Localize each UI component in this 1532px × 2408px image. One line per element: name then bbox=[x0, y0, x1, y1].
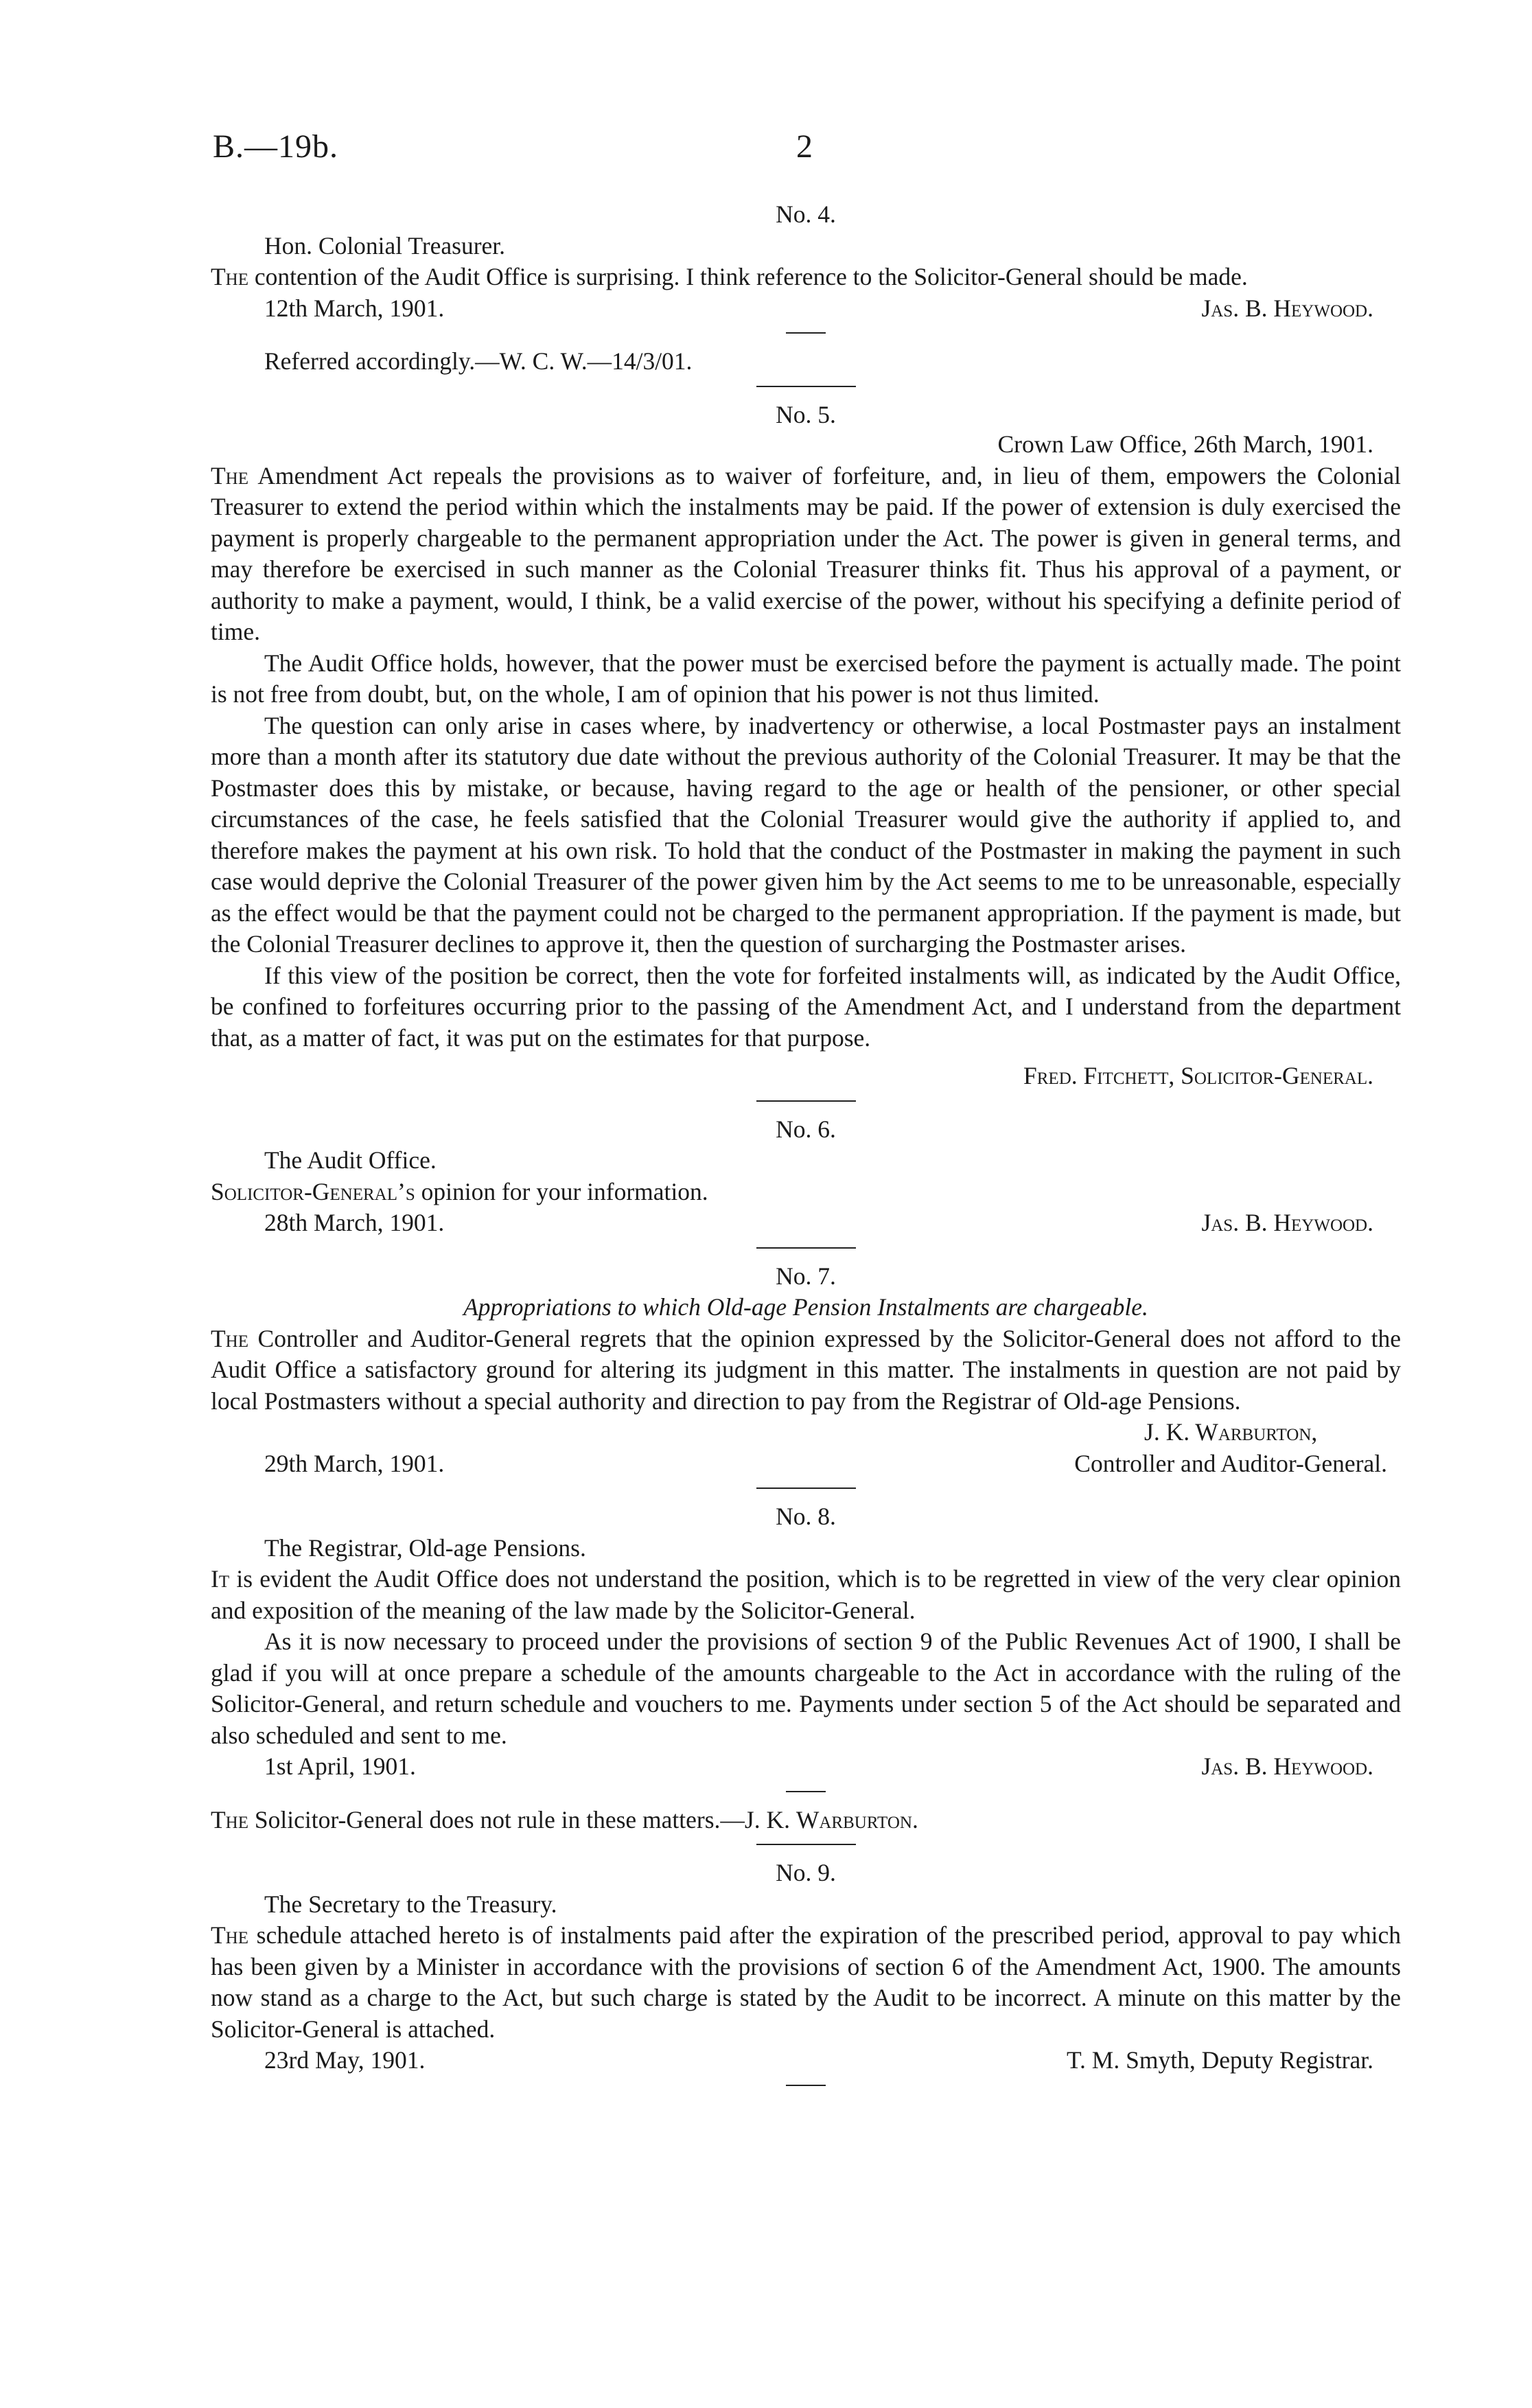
divider bbox=[756, 1100, 856, 1102]
lead-word: Solicitor-General’s bbox=[211, 1177, 415, 1205]
minute-date: 1st April, 1901. bbox=[264, 1752, 416, 1780]
paragraph bbox=[211, 1564, 1401, 1626]
signature-name: J. K. Warburton, bbox=[1144, 1418, 1318, 1446]
signature: Jas. B. Heywood. bbox=[1201, 1752, 1373, 1780]
note-text: Solicitor-General does not rule in these matters.—J. K. bbox=[254, 1805, 790, 1833]
signature-text: T. M. Smyth, Deputy Registrar. bbox=[1066, 2046, 1373, 2074]
minute-no-5 bbox=[211, 400, 1401, 1102]
minute-text bbox=[211, 1920, 1401, 2045]
minute-no-8 bbox=[211, 1501, 1401, 1845]
referral-note: Referred accordingly.—W. C. W.—14/3/01. bbox=[264, 347, 693, 375]
paragraph-text: Amendment Act repeals the provisions as to waiver of forfeiture, and, in lieu of them, empowers the Colonial Treasurer to extend the period within which the instalments may be paid. If the power of extension is duly exercised the payment is properly chargeable to the permanent appropriation under the Act. The power is given in general terms, and may therefore be exercised in such manner as the Colonial Treasurer thinks fit. Thus his approval of a payment, or authority to make a payment, would, I think, be a valid exercise of the power, without his specifying a definite period of time. bbox=[211, 461, 1401, 645]
minute-heading: No. 5. bbox=[776, 400, 836, 428]
lead-word: It bbox=[211, 1565, 230, 1593]
divider bbox=[786, 2085, 826, 2086]
minute-heading: No. 6. bbox=[776, 1115, 836, 1143]
minute-no-4 bbox=[211, 199, 1401, 387]
divider bbox=[756, 1247, 856, 1249]
signature: Fred. Fitchett, Solicitor-General. bbox=[1023, 1062, 1373, 1089]
addressee: The Audit Office. bbox=[264, 1146, 437, 1174]
paragraph bbox=[211, 461, 1401, 648]
lead-word: The bbox=[211, 461, 249, 489]
lead-word: The bbox=[211, 1805, 249, 1833]
minute-body: opinion for your information. bbox=[421, 1177, 708, 1205]
lead-word: The bbox=[211, 263, 249, 290]
lead-word: The bbox=[211, 1324, 249, 1352]
paragraph: The Audit Office holds, however, that the power must be exercised before the payment is actually made. The point is not free from doubt, but, on the whole, I am of opinion that his power is not thus limited. bbox=[211, 649, 1401, 708]
divider bbox=[786, 332, 826, 334]
divider bbox=[786, 1791, 826, 1792]
divider bbox=[756, 1487, 856, 1489]
addressee: The Secretary to the Treasury. bbox=[264, 1890, 557, 1918]
signature-title: Controller and Auditor-General. bbox=[1074, 1449, 1387, 1477]
minute-body: Controller and Auditor-General regrets that the opinion expressed by the Solicitor-General does not afford to the Audit Office a satisfactory ground for altering its judgment in this matter. The instalments in question are not paid by local Postmasters without a special authority and direction to pay from the Registrar of Old-age Pensions. bbox=[211, 1324, 1401, 1415]
minute-heading: No. 8. bbox=[776, 1503, 836, 1530]
minute-no-6 bbox=[211, 1114, 1401, 1249]
minute-no-7 bbox=[211, 1261, 1401, 1490]
signature: Jas. B. Heywood. bbox=[1201, 1209, 1373, 1236]
paragraph: The question can only arise in cases where, by inadvertency or otherwise, a local Postmaster pays an instalment more than a month after its statutory due date without the previous authority of the Colonial Treasurer. It may be that the Postmaster does this by mistake, or because, having regard to the age or health of the pensioner, or other special circumstances of the case, he feels satisfied that the Colonial Treasurer would give the authority if applied to, and therefore makes the payment at his own risk. To hold that the conduct of the Postmaster in making the payment in such case would deprive the Colonial Treasurer of the power given him by the Act seems to me to be unreasonable, especially as the effect would be that the payment could not be charged to the permanent appropriation. If the payment is made, but the Colonial Treasurer declines to approve it, then the question of surcharging the Postmaster arises. bbox=[211, 711, 1401, 958]
document-reference: B.—19b. bbox=[213, 128, 339, 165]
minute-text bbox=[211, 262, 1401, 293]
signature-block bbox=[1074, 1417, 1401, 1479]
minute-date: 23rd May, 1901. bbox=[264, 2046, 426, 2074]
minute-date: 28th March, 1901. bbox=[264, 1209, 445, 1236]
divider bbox=[756, 1844, 856, 1845]
paragraph: If this view of the position be correct, then the vote for forfeited instalments will, as indicated by the Audit Office, be confined to forfeitures occurring prior to the passing of the Amendment Act, and I understand from the department that, as a matter of fact, it was put on the estimates for that purpose. bbox=[211, 961, 1401, 1052]
signature bbox=[1067, 2045, 1401, 2076]
office-date: Crown Law Office, 26th March, 1901. bbox=[997, 430, 1373, 458]
divider bbox=[756, 386, 856, 387]
minute-subheading: Appropriations to which Old-age Pension Instalments are chargeable. bbox=[463, 1293, 1148, 1321]
signature: Jas. B. Heywood. bbox=[1201, 294, 1373, 322]
page-number: 2 bbox=[796, 128, 813, 165]
note-signature: Warburton. bbox=[796, 1805, 918, 1833]
paragraph: As it is now necessary to proceed under the provisions of section 9 of the Public Revenues Act of 1900, I shall be glad if you will at once prepare a schedule of the amounts chargeable to the Act in accordance with the ruling of the Solicitor-General, and return schedule and vouchers to me. Payments under section 5 of the Act should be separated and also scheduled and sent to me. bbox=[211, 1628, 1401, 1749]
minute-heading: No. 4. bbox=[776, 200, 836, 228]
minute-date: 29th March, 1901. bbox=[264, 1449, 445, 1477]
minute-no-9 bbox=[211, 1857, 1401, 2086]
minute-body: contention of the Audit Office is surprising. I think reference to the Solicitor-General should be made. bbox=[254, 263, 1248, 290]
paragraph-text: is evident the Audit Office does not understand the position, which is to be regretted in view of the very clear opinion and exposition of the meaning of the law made by the Solicitor-General. bbox=[211, 1565, 1401, 1624]
minute-text bbox=[211, 1177, 1401, 1208]
addressee: The Registrar, Old-age Pensions. bbox=[264, 1533, 586, 1562]
document-body bbox=[211, 194, 1401, 2098]
minute-heading: No. 7. bbox=[776, 1262, 836, 1290]
minute-date: 12th March, 1901. bbox=[264, 294, 445, 322]
minute-text bbox=[211, 1323, 1401, 1417]
marginal-note bbox=[211, 1805, 1401, 1836]
minute-body: schedule attached hereto is of instalments paid after the expiration of the prescribed period, approval to pay which has been given by a Minister in accordance with the provisions of section 6 of the Amendment Act, 1900. The amounts now stand as a charge to the Act, but such charge is stated by the Audit to be incorrect. A minute on this matter by the Solicitor-General is attached. bbox=[211, 1921, 1402, 2043]
minute-heading: No. 9. bbox=[776, 1859, 836, 1886]
addressee: Hon. Colonial Treasurer. bbox=[264, 231, 506, 259]
lead-word: The bbox=[211, 1921, 249, 1949]
